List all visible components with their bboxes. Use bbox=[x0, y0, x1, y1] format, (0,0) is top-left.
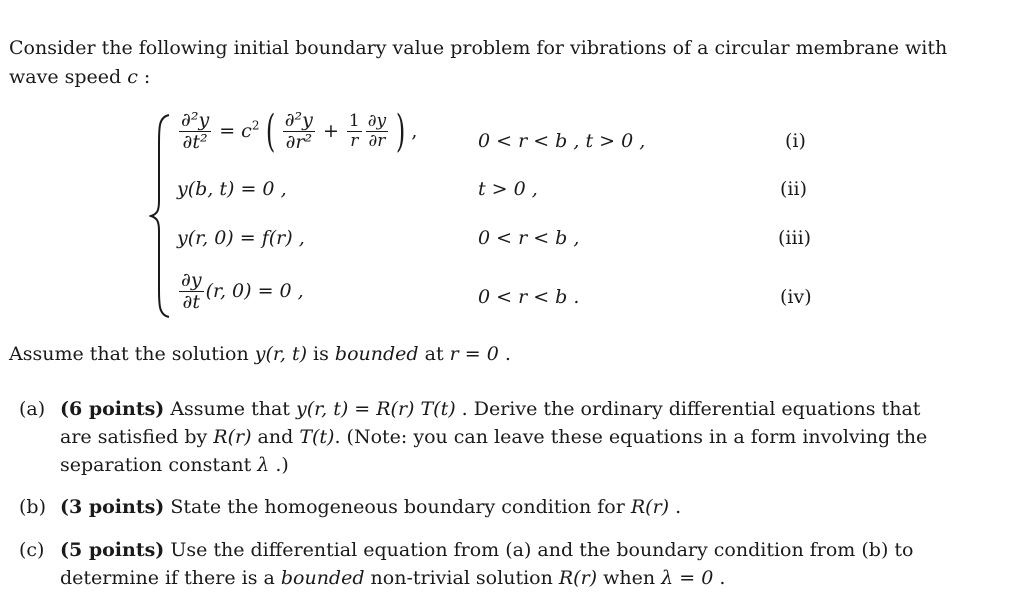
part-a-text: (6 points) Assume that y(r, t) = R(r) T(t) . Derive the ordinary differential equations that are satisfied by R(r) and T(t). (Note: you can leave these equations in a form involving the separation constant λ .) bbox=[60, 398, 928, 476]
part-c-label: (c) bbox=[19, 539, 45, 561]
initial-displacement-equation: y(r, 0) = f(r) , bbox=[177, 227, 305, 249]
condition-ii: t > 0 , bbox=[478, 178, 538, 200]
part-b-text: (3 points) State the homogeneous boundary condition for R(r) . bbox=[60, 496, 682, 518]
condition-iii: 0 < r < b , bbox=[478, 227, 580, 249]
part-a-points: (6 points) bbox=[60, 398, 165, 420]
tag-i: (i) bbox=[785, 130, 806, 152]
part-b-label: (b) bbox=[19, 496, 46, 518]
part-b-points: (3 points) bbox=[60, 496, 165, 518]
tag-ii: (ii) bbox=[780, 178, 807, 200]
intro-line-1: Consider the following initial boundary value problem for vibrations of a circular membrane with bbox=[9, 37, 948, 59]
tag-iv: (iv) bbox=[780, 286, 812, 308]
part-c-text: (5 points) Use the differential equation from (a) and the boundary condition from (b) to determine if there is a bounded non-trivial solution R(r) when λ = 0 . bbox=[60, 539, 914, 589]
right-paren: ) bbox=[396, 106, 406, 157]
initial-velocity-equation: $\frac{\partial y}{\partial t}$ (r, 0) = 0 , bbox=[181, 269, 304, 313]
fraction-1-over-r: $\frac{1}{r}$ bbox=[348, 111, 360, 152]
fraction-d2y-dr2: $\frac{\text{∂²y}}{\text{∂r²}}$ bbox=[284, 109, 313, 154]
fraction-dy-dr: $\frac{\partial y}{\partial r}$ bbox=[367, 111, 387, 152]
tag-iii: (iii) bbox=[778, 227, 812, 249]
intro-colon: : bbox=[137, 66, 151, 88]
intro-text: wave speed bbox=[9, 66, 128, 88]
condition-i: 0 < r < b , t > 0 , bbox=[478, 130, 646, 152]
part-c-points: (5 points) bbox=[60, 539, 165, 561]
system-brace bbox=[149, 113, 173, 319]
boundary-condition-equation: y(b, t) = 0 , bbox=[177, 178, 287, 200]
part-a-label: (a) bbox=[19, 398, 46, 420]
fraction-dy-dt: $\frac{\partial y}{\partial t}$ bbox=[181, 269, 202, 313]
pde-equation: $\frac{\text{∂²y}}{\text{∂t²}}$ = $c^2$ ( $\frac{\text{∂²y}}{\text{∂r²}}$ + $\frac{1}{r}$ $\frac{\partial y}{\partial r}$ ) , bbox=[181, 106, 418, 157]
intro-line-2 bbox=[9, 66, 150, 88]
wave-speed-symbol: c bbox=[127, 66, 138, 88]
fraction-d2y-dt2: $\frac{\text{∂²y}}{\text{∂t²}}$ bbox=[181, 109, 210, 154]
left-paren: ( bbox=[265, 106, 275, 157]
condition-iv: 0 < r < b . bbox=[478, 286, 580, 308]
assumption-line: Assume that the solution y(r, t) is bounded at r = 0 . bbox=[9, 343, 511, 365]
